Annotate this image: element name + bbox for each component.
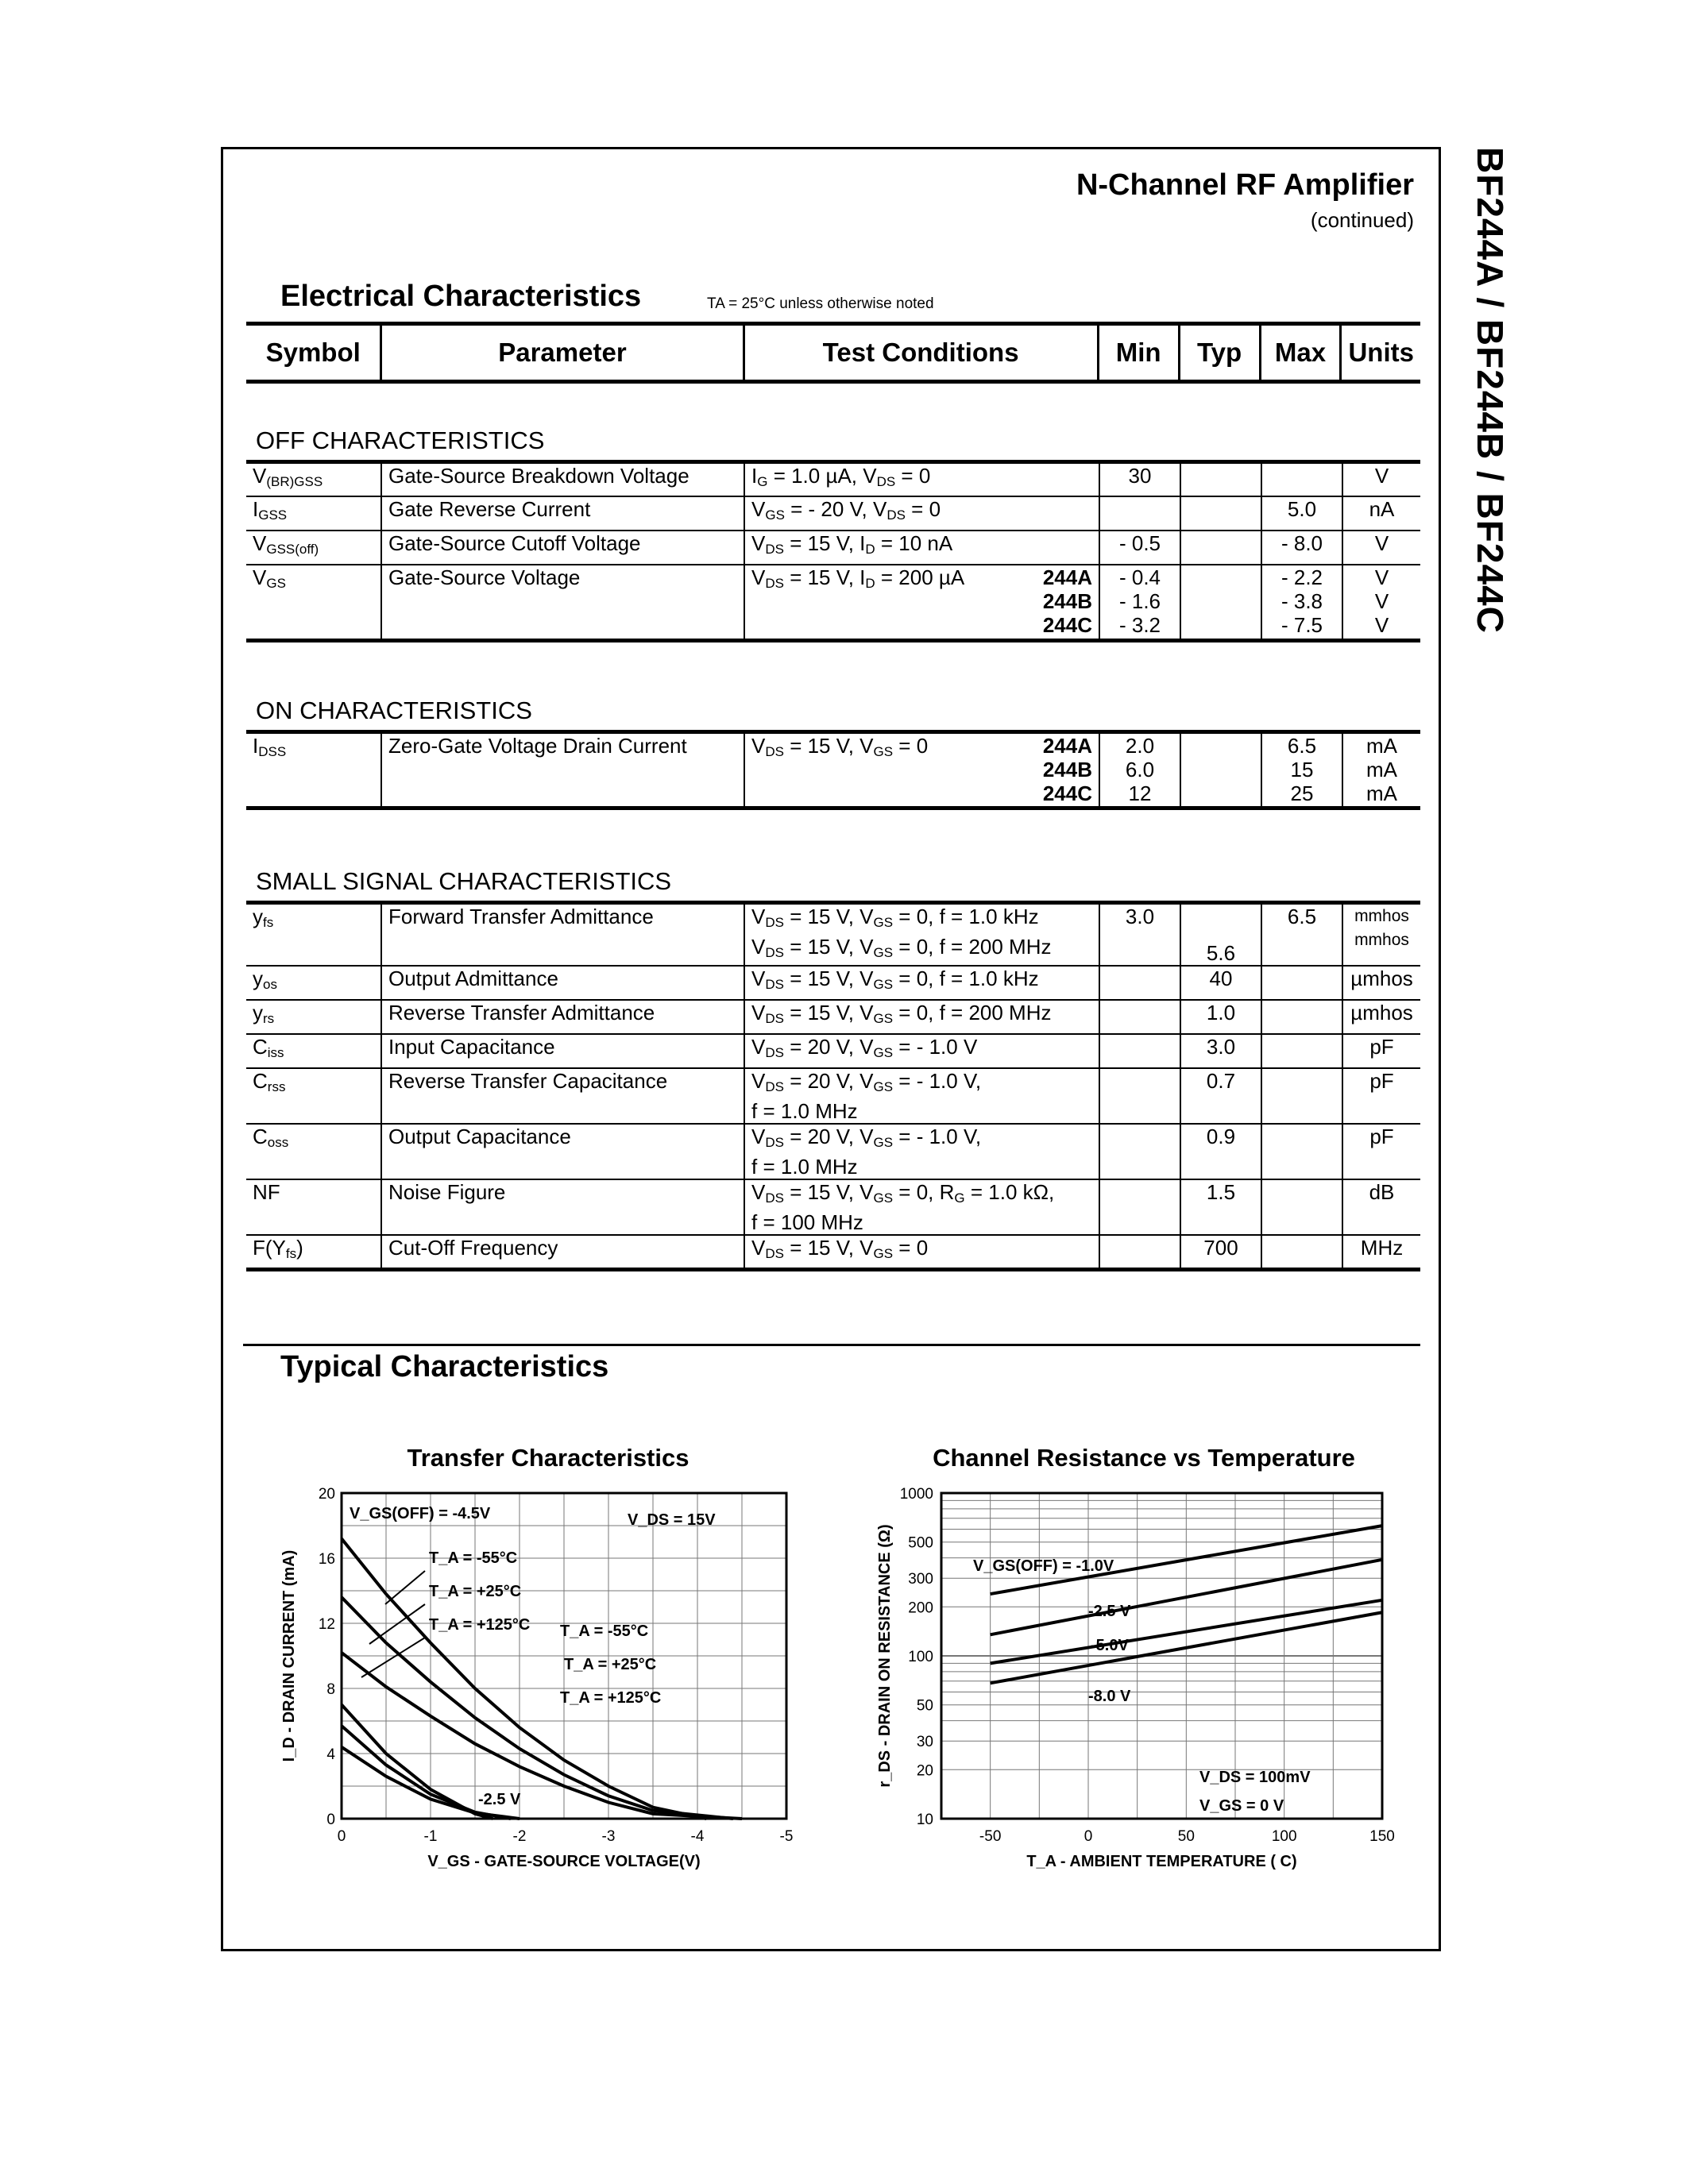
cell-parameter: Gate-Source Cutoff Voltage (381, 531, 744, 565)
cell-max (1261, 462, 1342, 496)
annotation: -5.0V (1091, 1637, 1129, 1654)
chart-1-title: Transfer Characteristics (407, 1444, 689, 1472)
cell-min (1099, 1179, 1180, 1235)
cell-typ: 3.0 (1180, 1034, 1261, 1068)
electrical-header (246, 322, 1420, 384)
cell-max (1261, 966, 1342, 1000)
annotation: T_A = +25°C (429, 1583, 522, 1600)
cell-conditions: $V_{DS} = 15$ V, $V_{GS} = 0$, f = 1.0 kHz (744, 966, 1099, 1000)
y-tick-label: 30 (916, 1734, 933, 1751)
col-max: Max (1260, 324, 1341, 382)
cell-min: 3.0 (1099, 903, 1180, 967)
cell-typ: 700 (1180, 1235, 1261, 1269)
cell-max: 6.5 15 25 (1261, 732, 1342, 808)
table-row (246, 1034, 1420, 1068)
cell-typ: 40 (1180, 966, 1261, 1000)
cell-units: µmhos (1342, 966, 1420, 1000)
side-part-number: BF244A / BF244B / BF244C (1470, 147, 1511, 634)
cell-typ: 0.7 (1180, 1068, 1261, 1124)
table-row (246, 496, 1420, 531)
table-row (246, 565, 1420, 641)
cell-parameter: Output Admittance (381, 966, 744, 1000)
cell-typ (1180, 496, 1261, 531)
small-signal-table (246, 901, 1420, 1271)
cell-conditions: $V_{DS} = 15$ V, $V_{GS} = 0$ (744, 1235, 1099, 1269)
annotation: -2.5 V (478, 1791, 521, 1808)
cell-symbol: $C_{oss}$ (246, 1124, 381, 1179)
cell-units: pF (1342, 1068, 1420, 1124)
annotation: T_A = -55°C (429, 1549, 518, 1567)
cell-parameter: Cut-Off Frequency (381, 1235, 744, 1269)
x-tick-label: -1 (423, 1828, 438, 1845)
col-units: Units (1341, 324, 1420, 382)
table-row (246, 1068, 1420, 1124)
cell-parameter: Gate-Source Breakdown Voltage (381, 462, 744, 496)
series-line (342, 1597, 733, 1819)
cell-units: mmhos mmhos (1342, 903, 1420, 967)
cell-parameter: Output Capacitance (381, 1124, 744, 1179)
cell-conditions: $V_{DS} = 20$ V, $V_{GS}$ = - 1.0 V, f = 1.0 MHz (744, 1124, 1099, 1179)
cell-max: - 2.2 - 3.8 - 7.5 (1261, 565, 1342, 641)
on-label: ON CHARACTERISTICS (256, 696, 532, 724)
cell-min: - 0.5 (1099, 531, 1180, 565)
cell-parameter: Noise Figure (381, 1179, 744, 1235)
annotation: V_DS = 100mV (1199, 1769, 1311, 1786)
cell-conditions: $V_{GS}$ = - 20 V, $V_{DS} = 0$ (744, 496, 1099, 531)
cell-units: pF (1342, 1034, 1420, 1068)
x-tick-label: -4 (690, 1828, 705, 1845)
table-row (246, 1124, 1420, 1179)
cell-units: V (1342, 531, 1420, 565)
on-table (246, 730, 1420, 810)
cell-symbol: $V_{GSS(off)}$ (246, 531, 381, 565)
table-row (246, 903, 1420, 967)
cell-max: - 8.0 (1261, 531, 1342, 565)
annotation: V_GS = 0 V (1199, 1797, 1284, 1815)
y-tick-label: 50 (916, 1697, 933, 1715)
annotation: V_GS(OFF) = -1.0V (973, 1557, 1114, 1575)
x-tick-label: 100 (1271, 1828, 1297, 1845)
series-line (342, 1653, 742, 1819)
cell-symbol: $I_{DSS}$ (253, 734, 287, 759)
cell-min: - 0.4 - 1.6 - 3.2 (1099, 565, 1180, 641)
document-subtitle: (continued) (1310, 208, 1414, 232)
cell-min (1099, 1124, 1180, 1179)
document-title: N-Channel RF Amplifier (1076, 168, 1414, 202)
col-min: Min (1098, 324, 1179, 382)
annotation: V_DS = 15V (628, 1511, 716, 1529)
cell-parameter: Reverse Transfer Admittance (381, 1000, 744, 1034)
y-tick-label: 12 (318, 1616, 335, 1633)
cell-conditions: $V_{DS} = 15$ V, $I_D = 200$ µA 244A 244B 244C (744, 565, 1099, 641)
typical-title: Typical Characteristics (280, 1350, 609, 1383)
x-tick-label: 150 (1369, 1828, 1395, 1845)
cell-conditions: $V_{DS} = 15$ V, $V_{GS} = 0$, f = 200 MHz (744, 1000, 1099, 1034)
table-row (246, 462, 1420, 496)
cell-symbol: $I_{GSS}$ (246, 496, 381, 531)
cell-min: 2.0 6.0 12 (1099, 732, 1180, 808)
y-tick-label: 100 (908, 1649, 933, 1665)
table-row (246, 966, 1420, 1000)
cell-min (1099, 1034, 1180, 1068)
col-test-conditions: Test Conditions (744, 324, 1098, 382)
col-typ: Typ (1179, 324, 1260, 382)
cell-min: 30 (1099, 462, 1180, 496)
cell-parameter: Zero-Gate Voltage Drain Current (381, 732, 744, 808)
cell-symbol: $y_{fs}$ (246, 903, 381, 967)
cell-min (1099, 966, 1180, 1000)
cell-parameter: Forward Transfer Admittance (381, 903, 744, 967)
y-axis-label: r_DS - DRAIN ON RESISTANCE (Ω) (876, 1524, 894, 1788)
y-tick-label: 8 (326, 1681, 335, 1698)
cell-typ: 5.6 (1180, 903, 1261, 967)
series-line (342, 1538, 706, 1819)
cell-max (1261, 1235, 1342, 1269)
y-tick-label: 20 (318, 1486, 335, 1503)
cell-parameter: Gate-Source Voltage (381, 565, 744, 641)
cell-typ (1180, 565, 1261, 641)
table-row (246, 732, 1420, 808)
cell-parameter: Reverse Transfer Capacitance (381, 1068, 744, 1124)
cell-symbol: $C_{rss}$ (246, 1068, 381, 1124)
cell-max: 6.5 (1261, 903, 1342, 967)
cell-max (1261, 1124, 1342, 1179)
electrical-title: Electrical Characteristics (280, 280, 642, 313)
annotation-leader (385, 1571, 425, 1604)
cell-max (1261, 1034, 1342, 1068)
small-signal-label: SMALL SIGNAL CHARACTERISTICS (256, 867, 672, 895)
annotation: -8.0 V (1088, 1688, 1131, 1705)
transfer-characteristics-chart (270, 1477, 810, 1890)
header-row (246, 324, 1420, 382)
cell-typ (1180, 732, 1261, 808)
cell-max (1261, 1179, 1342, 1235)
annotation: -2.5 V (1088, 1603, 1131, 1620)
x-tick-label: -5 (779, 1828, 794, 1845)
y-tick-label: 0 (326, 1812, 335, 1828)
y-tick-label: 1000 (899, 1486, 933, 1503)
x-tick-label: -2 (512, 1828, 527, 1845)
cell-symbol: $V_{GS}$ (253, 565, 286, 591)
cell-max: 5.0 (1261, 496, 1342, 531)
x-tick-label: -3 (601, 1828, 616, 1845)
cell-units: nA (1342, 496, 1420, 531)
cell-typ: 0.9 (1180, 1124, 1261, 1179)
x-axis-label: T_A - AMBIENT TEMPERATURE ( C) (1026, 1853, 1297, 1870)
y-tick-label: 200 (908, 1599, 933, 1617)
cell-symbol: $y_{os}$ (246, 966, 381, 1000)
table-row (246, 531, 1420, 565)
table-row (246, 1000, 1420, 1034)
x-tick-label: 0 (337, 1828, 346, 1845)
x-tick-label: -50 (979, 1828, 1002, 1845)
annotation-leader (369, 1604, 425, 1644)
cell-typ (1180, 462, 1261, 496)
cell-typ: 1.0 (1180, 1000, 1261, 1034)
conditions-note: TA = 25°C unless otherwise noted (707, 295, 934, 312)
x-axis-label: V_GS - GATE-SOURCE VOLTAGE(V) (427, 1853, 701, 1870)
channel-resistance-chart (866, 1477, 1422, 1890)
y-axis-label: I_D - DRAIN CURRENT (mA) (280, 1549, 298, 1762)
cell-units: V V V (1342, 565, 1420, 641)
cell-max (1261, 1000, 1342, 1034)
cell-min (1099, 496, 1180, 531)
cell-units: mA mA mA (1342, 732, 1420, 808)
cell-units: dB (1342, 1179, 1420, 1235)
cell-symbol: $y_{rs}$ (246, 1000, 381, 1034)
cell-symbol: NF (246, 1179, 381, 1235)
cell-units: pF (1342, 1124, 1420, 1179)
cell-conditions: $I_G = 1.0$ µA, $V_{DS} = 0$ (744, 462, 1099, 496)
cell-typ: 1.5 (1180, 1179, 1261, 1235)
y-tick-label: 10 (916, 1812, 933, 1828)
table-row (246, 1235, 1420, 1269)
cell-parameter: Input Capacitance (381, 1034, 744, 1068)
off-table (246, 460, 1420, 642)
y-tick-label: 4 (326, 1746, 335, 1763)
cell-conditions: $V_{DS} = 15$ V, $I_D = 10$ nA (744, 531, 1099, 565)
table-row (246, 1179, 1420, 1235)
y-tick-label: 20 (916, 1762, 933, 1780)
annotation: T_A = +125°C (429, 1616, 531, 1634)
cell-min (1099, 1068, 1180, 1124)
annotation: T_A = +125°C (560, 1689, 662, 1707)
cell-conditions: $V_{DS} = 20$ V, $V_{GS}$ = - 1.0 V (744, 1034, 1099, 1068)
cell-units: µmhos (1342, 1000, 1420, 1034)
annotation: T_A = -55°C (560, 1623, 649, 1640)
cell-symbol: $F(Y_{fs})$ (253, 1236, 303, 1261)
cell-conditions: $V_{DS} = 15$ V, $V_{GS} = 0$, f = 1.0 kHz $V_{DS} = 15$ V, $V_{GS} = 0$, f = 200 MHz (744, 903, 1099, 967)
cell-parameter: Gate Reverse Current (381, 496, 744, 531)
section-divider (243, 1344, 1420, 1346)
off-label: OFF CHARACTERISTICS (256, 426, 545, 454)
cell-typ (1180, 531, 1261, 565)
cell-conditions: $V_{DS} = 20$ V, $V_{GS}$ = - 1.0 V, f = 1.0 MHz (744, 1068, 1099, 1124)
y-tick-label: 500 (908, 1534, 933, 1552)
col-symbol: Symbol (265, 338, 361, 367)
cell-symbol: $V_{(BR)GSS}$ (246, 462, 381, 496)
annotation: T_A = +25°C (564, 1656, 657, 1673)
col-parameter: Parameter (381, 324, 744, 382)
cell-min (1099, 1235, 1180, 1269)
cell-conditions: $V_{DS} = 15$ V, $V_{GS} = 0$, $R_G = 1.0$ kΩ, f = 100 MHz (744, 1179, 1099, 1235)
x-tick-label: 0 (1083, 1828, 1093, 1845)
x-tick-label: 50 (1177, 1828, 1195, 1845)
y-tick-label: 300 (908, 1571, 933, 1588)
annotation: V_GS(OFF) = -4.5V (350, 1505, 491, 1522)
cell-min (1099, 1000, 1180, 1034)
cell-units: V (1342, 462, 1420, 496)
y-tick-label: 16 (318, 1551, 335, 1568)
cell-units: MHz (1342, 1235, 1420, 1269)
chart-2-title: Channel Resistance vs Temperature (933, 1444, 1355, 1472)
cell-conditions: $V_{DS} = 15$ V, $V_{GS} = 0$ 244A 244B 244C (744, 732, 1099, 808)
cell-max (1261, 1068, 1342, 1124)
cell-symbol: $C_{iss}$ (246, 1034, 381, 1068)
